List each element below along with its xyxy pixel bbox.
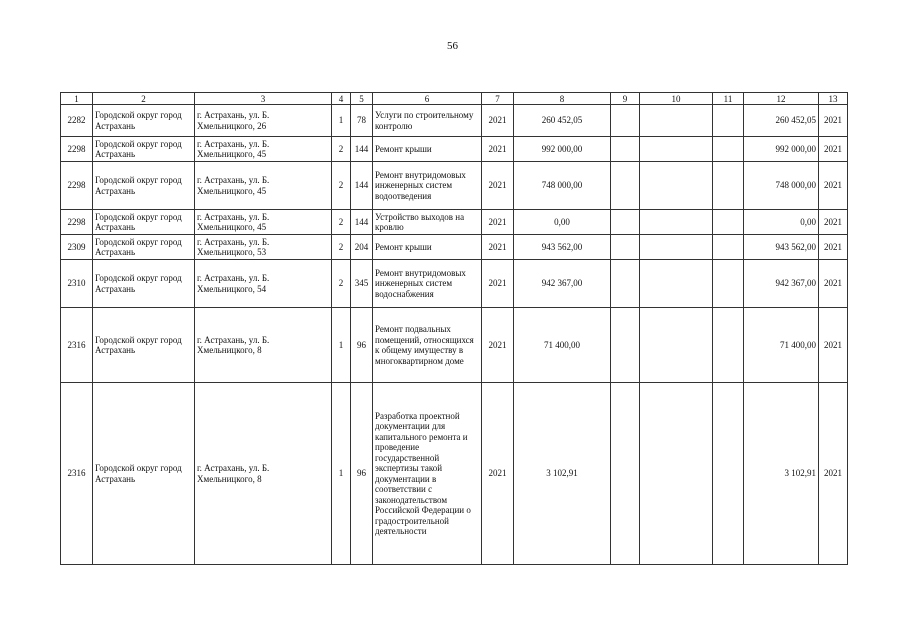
work-type-cell: Ремонт внутридомовых инженерных систем водоотведения — [373, 162, 482, 210]
col4-cell: 2 — [332, 260, 351, 308]
municipality-cell: Городской округ город Астрахань — [93, 162, 195, 210]
table-row — [61, 260, 848, 308]
table-row — [61, 105, 848, 137]
municipality-cell: Городской округ город Астрахань — [93, 210, 195, 235]
table-row — [61, 210, 848, 235]
col11-cell — [713, 210, 744, 235]
column-header: 4 — [332, 93, 351, 105]
column-header: 11 — [713, 93, 744, 105]
table-row — [61, 308, 848, 383]
column-header: 1 — [61, 93, 93, 105]
total-cell: 942 367,00 — [744, 260, 819, 308]
col5-cell: 144 — [351, 137, 373, 162]
address-cell: г. Астрахань, ул. Б. Хмельницкого, 26 — [195, 105, 332, 137]
col10-cell — [640, 260, 713, 308]
capital-repair-table — [60, 92, 848, 565]
completion-year-cell: 2021 — [819, 260, 848, 308]
cost-cell: 943 562,00 — [514, 235, 611, 260]
column-header: 7 — [482, 93, 514, 105]
col10-cell — [640, 308, 713, 383]
year-cell: 2021 — [482, 260, 514, 308]
address-cell: г. Астрахань, ул. Б. Хмельницкого, 53 — [195, 235, 332, 260]
cost-cell: 748 000,00 — [514, 162, 611, 210]
col9-cell — [611, 137, 640, 162]
col5-cell: 78 — [351, 105, 373, 137]
col10-cell — [640, 235, 713, 260]
address-cell: г. Астрахань, ул. Б. Хмельницкого, 54 — [195, 260, 332, 308]
column-header: 9 — [611, 93, 640, 105]
work-type-cell: Ремонт крыши — [373, 235, 482, 260]
column-header: 10 — [640, 93, 713, 105]
completion-year-cell: 2021 — [819, 235, 848, 260]
municipality-cell: Городской округ город Астрахань — [93, 260, 195, 308]
col4-cell: 2 — [332, 137, 351, 162]
table-row — [61, 162, 848, 210]
col11-cell — [713, 162, 744, 210]
col4-cell: 1 — [332, 105, 351, 137]
total-cell: 3 102,91 — [744, 383, 819, 565]
completion-year-cell: 2021 — [819, 137, 848, 162]
col5-cell: 345 — [351, 260, 373, 308]
year-cell: 2021 — [482, 162, 514, 210]
cost-cell: 0,00 — [514, 210, 611, 235]
col11-cell — [713, 235, 744, 260]
work-type-cell: Ремонт внутридомовых инженерных систем водоснабжения — [373, 260, 482, 308]
record-id: 2282 — [61, 105, 93, 137]
record-id: 2316 — [61, 308, 93, 383]
page-number: 56 — [447, 40, 458, 52]
col9-cell — [611, 235, 640, 260]
address-cell: г. Астрахань, ул. Б. Хмельницкого, 45 — [195, 137, 332, 162]
col11-cell — [713, 308, 744, 383]
column-header: 2 — [93, 93, 195, 105]
col5-cell: 144 — [351, 162, 373, 210]
work-type-cell: Разработка проектной документации для капитального ремонта и проведение государственной экспертизы такой документации в соответствии с законодательством Российской Федерации о градостроительной деятельности — [373, 383, 482, 565]
cost-cell: 3 102,91 — [514, 383, 611, 565]
record-id: 2298 — [61, 137, 93, 162]
municipality-cell: Городской округ город Астрахань — [93, 105, 195, 137]
cost-cell: 71 400,00 — [514, 308, 611, 383]
col4-cell: 2 — [332, 235, 351, 260]
year-cell: 2021 — [482, 210, 514, 235]
cost-cell: 942 367,00 — [514, 260, 611, 308]
year-cell: 2021 — [482, 383, 514, 565]
col11-cell — [713, 260, 744, 308]
col10-cell — [640, 383, 713, 565]
col4-cell: 1 — [332, 308, 351, 383]
year-cell: 2021 — [482, 235, 514, 260]
col11-cell — [713, 137, 744, 162]
work-type-cell: Услуги по строительному контролю — [373, 105, 482, 137]
record-id: 2298 — [61, 210, 93, 235]
col5-cell: 144 — [351, 210, 373, 235]
total-cell: 992 000,00 — [744, 137, 819, 162]
year-cell: 2021 — [482, 308, 514, 383]
column-header: 6 — [373, 93, 482, 105]
column-header: 8 — [514, 93, 611, 105]
cost-cell: 992 000,00 — [514, 137, 611, 162]
municipality-cell: Городской округ город Астрахань — [93, 137, 195, 162]
col10-cell — [640, 105, 713, 137]
work-type-cell: Ремонт подвальных помещений, относящихся к общему имуществу в многоквартирном доме — [373, 308, 482, 383]
table-row — [61, 137, 848, 162]
total-cell: 748 000,00 — [744, 162, 819, 210]
col10-cell — [640, 162, 713, 210]
address-cell: г. Астрахань, ул. Б. Хмельницкого, 8 — [195, 383, 332, 565]
total-cell: 71 400,00 — [744, 308, 819, 383]
record-id: 2316 — [61, 383, 93, 565]
work-type-cell: Устройство выходов на кровлю — [373, 210, 482, 235]
year-cell: 2021 — [482, 137, 514, 162]
column-header: 13 — [819, 93, 848, 105]
total-cell: 0,00 — [744, 210, 819, 235]
header-row — [61, 93, 848, 105]
table-row — [61, 383, 848, 565]
year-cell: 2021 — [482, 105, 514, 137]
column-header: 5 — [351, 93, 373, 105]
record-id: 2309 — [61, 235, 93, 260]
address-cell: г. Астрахань, ул. Б. Хмельницкого, 8 — [195, 308, 332, 383]
completion-year-cell: 2021 — [819, 162, 848, 210]
completion-year-cell: 2021 — [819, 383, 848, 565]
col10-cell — [640, 137, 713, 162]
col11-cell — [713, 105, 744, 137]
cost-cell: 260 452,05 — [514, 105, 611, 137]
total-cell: 943 562,00 — [744, 235, 819, 260]
col5-cell: 204 — [351, 235, 373, 260]
col4-cell: 1 — [332, 383, 351, 565]
municipality-cell: Городской округ город Астрахань — [93, 235, 195, 260]
col5-cell: 96 — [351, 308, 373, 383]
completion-year-cell: 2021 — [819, 210, 848, 235]
col9-cell — [611, 383, 640, 565]
column-header: 3 — [195, 93, 332, 105]
municipality-cell: Городской округ город Астрахань — [93, 383, 195, 565]
col5-cell: 96 — [351, 383, 373, 565]
col9-cell — [611, 210, 640, 235]
col4-cell: 2 — [332, 162, 351, 210]
record-id: 2298 — [61, 162, 93, 210]
col10-cell — [640, 210, 713, 235]
municipality-cell: Городской округ город Астрахань — [93, 308, 195, 383]
total-cell: 260 452,05 — [744, 105, 819, 137]
address-cell: г. Астрахань, ул. Б. Хмельницкого, 45 — [195, 210, 332, 235]
col4-cell: 2 — [332, 210, 351, 235]
col11-cell — [713, 383, 744, 565]
record-id: 2310 — [61, 260, 93, 308]
col9-cell — [611, 308, 640, 383]
work-type-cell: Ремонт крыши — [373, 137, 482, 162]
table-row — [61, 235, 848, 260]
address-cell: г. Астрахань, ул. Б. Хмельницкого, 45 — [195, 162, 332, 210]
completion-year-cell: 2021 — [819, 105, 848, 137]
col9-cell — [611, 260, 640, 308]
completion-year-cell: 2021 — [819, 308, 848, 383]
column-header: 12 — [744, 93, 819, 105]
col9-cell — [611, 162, 640, 210]
col9-cell — [611, 105, 640, 137]
